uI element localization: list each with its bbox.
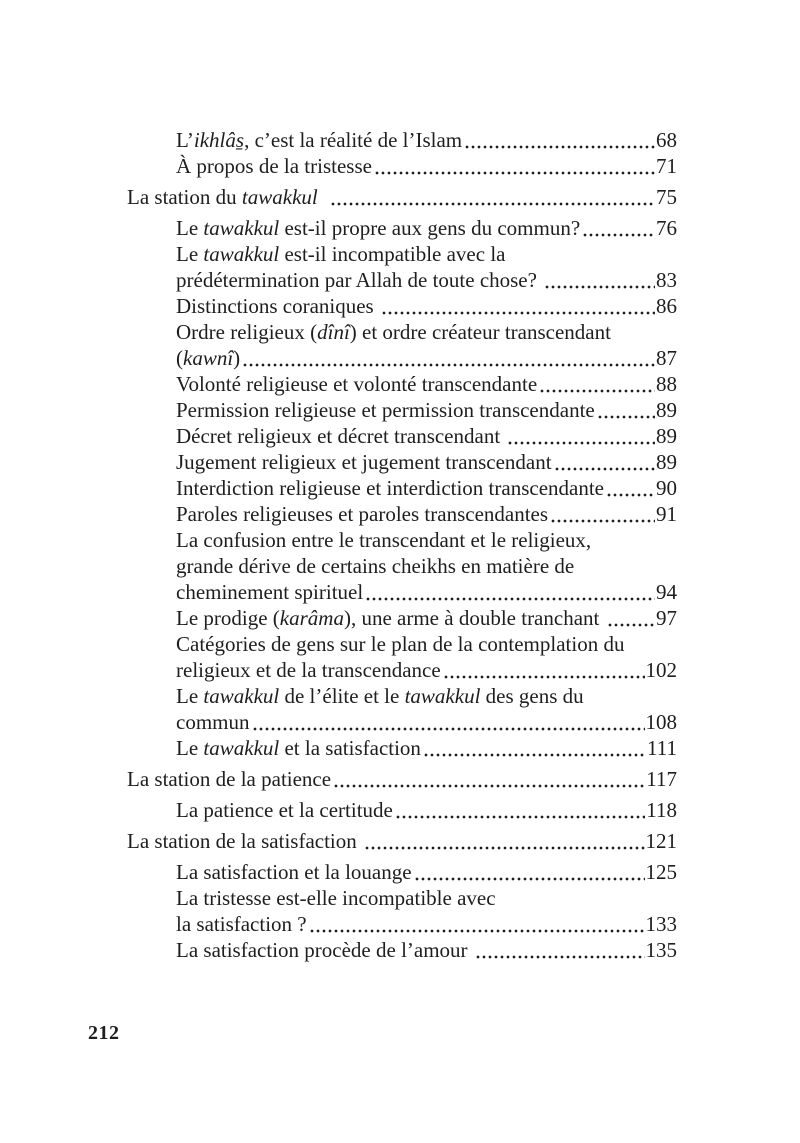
toc-entry-title	[176, 709, 250, 735]
dot-leader	[476, 955, 645, 959]
toc-entry-title	[176, 371, 537, 397]
toc-entry-title	[176, 554, 574, 578]
toc-entry-title	[176, 735, 421, 761]
toc-entry-title	[176, 345, 240, 371]
toc-text-segment: ), une arme à double tranchant	[343, 606, 605, 630]
toc-entry-last-line	[176, 423, 677, 449]
toc-text-segment: Jugement religieux et jugement transcendant	[176, 450, 552, 474]
toc-text-segment: La station du	[127, 185, 242, 209]
dot-leader	[508, 441, 655, 445]
dot-leader	[551, 519, 655, 523]
dot-leader	[310, 929, 645, 933]
toc-entry-last-line	[127, 828, 677, 854]
toc-page-number: 108	[645, 710, 677, 734]
toc-entry-title	[176, 242, 505, 266]
toc-page-number: 75	[656, 185, 677, 209]
dot-leader	[465, 145, 655, 149]
toc-italic-term: tawakkul	[203, 684, 280, 708]
toc-entry	[127, 501, 677, 527]
toc-text-segment: commun	[176, 710, 250, 734]
dot-leader	[598, 415, 655, 419]
toc-entry	[127, 127, 677, 153]
toc-entry-last-line	[176, 605, 677, 631]
toc-page-number: 118	[646, 798, 677, 822]
toc-entry-last-line	[176, 735, 677, 761]
toc-italic-term: kawnî	[183, 346, 234, 370]
dot-leader	[555, 467, 655, 471]
toc-entry-line	[176, 683, 677, 709]
toc-entry-last-line	[176, 797, 677, 823]
toc-entry-last-line	[176, 501, 677, 527]
toc-text-segment: Le	[176, 684, 204, 708]
toc-entry-title	[176, 320, 611, 344]
toc-entry-last-line	[176, 709, 677, 735]
dot-leader	[331, 202, 655, 206]
toc-entry	[127, 423, 677, 449]
toc-entry-last-line	[176, 371, 677, 397]
toc-text-segment: La station de la patience	[127, 767, 332, 791]
toc-entry-title	[176, 684, 584, 708]
toc-entry-last-line	[176, 293, 677, 319]
toc-text-segment: L’	[176, 128, 194, 152]
toc-entry-last-line	[127, 766, 677, 792]
toc-entry-last-line	[176, 153, 677, 179]
dot-leader	[424, 753, 646, 757]
toc-entry-last-line	[176, 579, 677, 605]
toc-entry-title	[176, 886, 496, 910]
dot-leader	[375, 171, 655, 175]
toc-entry-last-line	[127, 184, 677, 210]
toc-text-segment: religieux et de la transcendance	[176, 658, 441, 682]
toc-entry	[127, 885, 677, 937]
toc-entry-title	[176, 127, 462, 153]
toc-text-segment: Paroles religieuses et paroles transcendantes	[176, 502, 549, 526]
toc-text-segment: La tristesse est-elle incompatible avec	[176, 886, 496, 910]
toc-page-number: 125	[645, 860, 677, 884]
toc-entry	[127, 937, 677, 963]
toc-entry-title	[176, 859, 412, 885]
toc-entry-line	[176, 527, 677, 553]
toc-entry-title	[176, 475, 604, 501]
toc-entry-line	[176, 241, 677, 267]
toc-entry	[127, 859, 677, 885]
toc-entry-last-line	[176, 397, 677, 423]
toc-text-segment: grande dérive de certains cheikhs en matière de	[176, 554, 575, 578]
toc-entry	[127, 153, 677, 179]
toc-entry	[127, 735, 677, 761]
toc-entry-last-line	[176, 937, 677, 963]
toc-entry-last-line	[176, 267, 677, 293]
dot-leader	[334, 784, 645, 788]
toc-page-number: 91	[656, 502, 677, 526]
toc-entry-title	[176, 657, 441, 683]
toc-text-segment: Le prodige (	[176, 606, 280, 630]
toc-text-segment: , c’est la réalité de l’Islam	[244, 128, 463, 152]
toc-text-segment: La station de la satisfaction	[127, 829, 363, 853]
toc-entry	[127, 605, 677, 631]
toc-entry-title	[176, 797, 393, 823]
toc-entry-title	[176, 911, 307, 937]
toc-entry-title	[176, 605, 605, 631]
toc-entry-title	[127, 828, 362, 854]
toc-text-segment: Distinctions coraniques	[176, 294, 379, 318]
toc-entry-title	[176, 215, 580, 241]
toc-entry-title	[176, 397, 595, 423]
dot-leader	[415, 877, 645, 881]
toc-page-number: 68	[656, 128, 677, 152]
toc-text-segment: Volonté religieuse et volonté transcendante	[176, 372, 538, 396]
toc-entry-line	[176, 885, 677, 911]
toc-page-number: 90	[656, 476, 677, 500]
toc-text-segment: La confusion entre le transcendant et le religieux,	[176, 528, 592, 552]
toc-entry	[127, 371, 677, 397]
toc-text-segment: la satisfaction ?	[176, 912, 307, 936]
toc-entry-title	[176, 579, 363, 605]
toc-entry-title	[176, 293, 379, 319]
toc-entry-last-line	[176, 475, 677, 501]
toc-entry	[127, 184, 677, 210]
dot-leader	[583, 233, 655, 237]
dot-leader	[540, 389, 655, 393]
toc-italic-term: karâma	[279, 606, 344, 630]
toc-entry	[127, 527, 677, 605]
toc-entry	[127, 293, 677, 319]
toc-entry-title	[176, 937, 473, 963]
dot-leader	[444, 675, 645, 679]
dot-leader	[253, 727, 645, 731]
toc-text-segment: est-il propre aux gens du commun?	[279, 216, 581, 240]
toc-entry	[127, 683, 677, 735]
dot-leader	[396, 815, 645, 819]
toc-page-number: 89	[656, 424, 677, 448]
toc-entry-last-line	[176, 657, 677, 683]
toc-page-number: 111	[647, 736, 677, 760]
toc-entry-title	[127, 766, 331, 792]
toc-page-number: 89	[656, 398, 677, 422]
toc-page-number: 135	[645, 938, 677, 962]
toc-entry	[127, 766, 677, 792]
toc-text-segment: de l’élite et le	[279, 684, 405, 708]
toc-text-segment: (	[176, 346, 183, 370]
toc-page-number: 76	[656, 216, 677, 240]
toc-entry-title	[176, 153, 372, 179]
toc-page-number: 83	[656, 268, 677, 292]
toc-entry-title	[176, 423, 505, 449]
toc-entry-last-line	[176, 127, 677, 153]
toc-page-number: 71	[656, 154, 677, 178]
toc-text-segment: La satisfaction procède de l’amour	[176, 938, 473, 962]
toc-entry	[127, 215, 677, 241]
toc-italic-term: tawakkul	[203, 736, 280, 760]
toc-text-segment: À propos de la tristesse	[176, 154, 372, 178]
dot-leader	[608, 623, 655, 627]
dot-leader	[545, 285, 655, 289]
toc-entry-title	[176, 501, 548, 527]
toc-entry-line	[176, 319, 677, 345]
toc-page-number: 87	[656, 346, 677, 370]
toc-entry-last-line	[176, 215, 677, 241]
toc-text-segment: des gens du	[480, 684, 584, 708]
toc-text-segment: Le	[176, 242, 204, 266]
toc-text-segment: Catégories de gens sur le plan de la contemplation du	[176, 632, 625, 656]
toc-page-number: 89	[656, 450, 677, 474]
footer-page-number: 212	[88, 1022, 120, 1044]
toc-text-segment: Le	[176, 216, 204, 240]
dot-leader	[382, 311, 655, 315]
toc-italic-term: tawakkul	[404, 684, 481, 708]
toc-entry	[127, 449, 677, 475]
dot-leader	[366, 597, 655, 601]
toc-text-segment: La patience et la certitude	[176, 798, 393, 822]
toc-italic-term: ikhlâs̱	[193, 128, 245, 152]
dot-leader	[607, 493, 655, 497]
toc-text-segment: Permission religieuse et permission transcendante	[176, 398, 595, 422]
toc-text-segment: prédétermination par Allah de toute chose?	[176, 268, 543, 292]
dot-leader	[243, 363, 655, 367]
toc-entry-line	[176, 553, 677, 579]
toc-page-number: 88	[656, 372, 677, 396]
toc-page-number: 117	[646, 767, 677, 791]
toc-text-segment	[318, 185, 329, 209]
toc-list	[127, 127, 677, 963]
toc-entry-title	[127, 184, 328, 210]
toc-entry-title	[176, 528, 591, 552]
toc-italic-term: dînî	[317, 320, 350, 344]
toc-italic-term: tawakkul	[241, 185, 318, 209]
toc-page-number: 94	[656, 580, 677, 604]
toc-entry	[127, 319, 677, 371]
toc-entry-title	[176, 267, 542, 293]
toc-entry	[127, 241, 677, 293]
toc-text-segment: et la satisfaction	[279, 736, 421, 760]
toc-text-segment: ) et ordre créateur transcendant	[349, 320, 611, 344]
toc-page-number: 121	[645, 829, 677, 853]
toc-page-number: 86	[656, 294, 677, 318]
toc-page-number: 102	[645, 658, 677, 682]
toc-text-segment: )	[233, 346, 241, 370]
toc-entry-title	[176, 449, 552, 475]
toc-italic-term: tawakkul	[203, 242, 280, 266]
toc-italic-term: tawakkul	[203, 216, 280, 240]
toc-text-segment: cheminement spirituel	[176, 580, 364, 604]
toc-text-segment: Décret religieux et décret transcendant	[176, 424, 506, 448]
toc-text-segment: est-il incompatible avec la	[279, 242, 506, 266]
dot-leader	[365, 846, 644, 850]
toc-text-segment: La satisfaction et la louange	[176, 860, 412, 884]
toc-entry	[127, 797, 677, 823]
toc-page-number: 133	[645, 912, 677, 936]
toc-entry	[127, 397, 677, 423]
toc-page-number: 97	[656, 606, 677, 630]
toc-entry-last-line	[176, 859, 677, 885]
toc-entry	[127, 631, 677, 683]
toc-entry	[127, 475, 677, 501]
toc-entry-last-line	[176, 449, 677, 475]
toc-text-segment: Interdiction religieuse et interdiction transcendante	[176, 476, 604, 500]
toc-entry-title	[176, 632, 624, 656]
toc-entry	[127, 828, 677, 854]
toc-entry-line	[176, 631, 677, 657]
toc-entry-last-line	[176, 345, 677, 371]
toc-text-segment: Ordre religieux (	[176, 320, 318, 344]
toc-text-segment: Le	[176, 736, 204, 760]
toc-entry-last-line	[176, 911, 677, 937]
